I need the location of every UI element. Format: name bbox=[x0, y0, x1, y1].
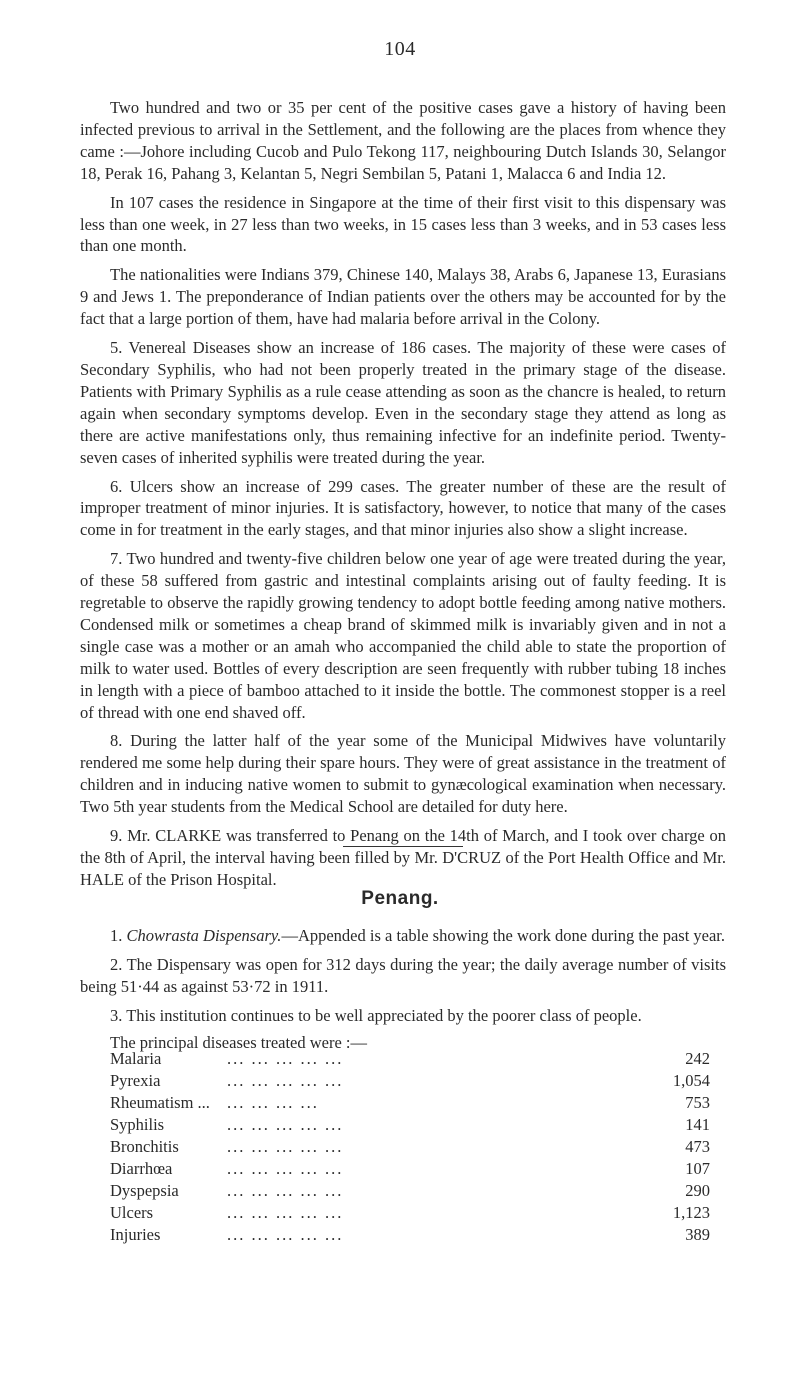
paragraph-ulcers: 6. Ulcers show an increase of 299 cases. The greater number of these are the result of improper treatment of minor injuries. It is satisfactory, however, to notice that many of the cases come in for treatment in the early stages, and that minor injuries also show a slight increase. bbox=[80, 476, 726, 540]
paragraph-residence: In 107 cases the residence in Singapore at the time of their first visit to this dispensary was less than one week, in 27 less than two weeks, in 15 cases less than 3 weeks, and in 53 cases less than one month. bbox=[80, 192, 726, 256]
paragraph-penang-1-rest: —Appended is a table showing the work done during the past year. bbox=[281, 926, 726, 945]
section-divider bbox=[343, 846, 463, 847]
paragraph-penang-1 bbox=[80, 925, 726, 947]
disease-count: 753 bbox=[685, 1093, 710, 1112]
table-row bbox=[110, 1180, 710, 1202]
diseases-intro: The principal diseases treated were :— bbox=[110, 1032, 368, 1052]
paragraph-venereal: 5. Venereal Diseases show an increase of 186 cases. The majority of these were cases of Secondary Syphilis, who had not been properly treated in the primary stage of the disease. Patients with Primary Syphilis as a rule cease attending as soon as the chancre is healed, to return again when secondary symptoms develop. Even in the secondary stage they attend as long as there are active manifestations only, thus remaining infective for an indefinite period. Twenty-seven cases of inherited syphilis were treated during the year. bbox=[80, 338, 726, 467]
leader-dots: ... ... ... ... ... bbox=[227, 1203, 344, 1222]
table-row bbox=[110, 1158, 710, 1180]
disease-name: Injuries bbox=[110, 1225, 161, 1244]
disease-name: Dyspepsia bbox=[110, 1181, 179, 1200]
paragraph-children: 7. Two hundred and twenty-five children below one year of age were treated during the year, of these 58 suffered from gastric and intestinal complaints arising out of faulty feeding. It is regretable to observe the rapidly growing tendency to adopt bottle feeding among native mothers. Condensed milk or sometimes a cheap brand of skimmed milk is invariably given and in not a single case was a mother or an amah who accompanied the child able to state the proportion of milk to water used. Bottles of every description are seen frequently with rubber tubing 18 inches in length with a piece of bamboo attached to it inside the bottle. The commonest stopper is a reel of thread with one end shaved off. bbox=[80, 549, 726, 722]
disease-name: Rheumatism ... bbox=[110, 1093, 210, 1112]
table-row bbox=[110, 1048, 710, 1070]
leader-dots: ... ... ... ... ... bbox=[227, 1071, 344, 1090]
disease-count: 141 bbox=[685, 1115, 710, 1134]
disease-count: 1,123 bbox=[672, 1203, 710, 1222]
disease-count: 242 bbox=[685, 1049, 710, 1068]
page-number: 104 bbox=[384, 38, 416, 60]
paragraph-penang-3: 3. This institution continues to be well appreciated by the poorer class of people. bbox=[110, 1005, 642, 1025]
diseases-table bbox=[110, 1048, 710, 1246]
disease-count: 107 bbox=[685, 1159, 710, 1178]
disease-name: Diarrhœa bbox=[110, 1159, 173, 1178]
disease-count: 473 bbox=[685, 1137, 710, 1156]
disease-count: 290 bbox=[685, 1181, 710, 1200]
disease-name: Syphilis bbox=[110, 1115, 165, 1134]
disease-name: Malaria bbox=[110, 1049, 162, 1068]
paragraph-staff: 9. Mr. CLARKE was transferred to Penang on the 14th of March, and I took over charge on the 8th of April, the interval having been filled by Mr. D'CRUZ of the Port Health Office and Mr. HALE of the Prison Hospital. bbox=[80, 826, 726, 889]
table-row bbox=[110, 1092, 710, 1114]
leader-dots: ... ... ... ... ... bbox=[227, 1137, 344, 1156]
disease-name: Bronchitis bbox=[110, 1137, 179, 1156]
leader-dots: ... ... ... ... ... bbox=[227, 1159, 344, 1178]
leader-dots: ... ... ... ... ... bbox=[227, 1115, 344, 1134]
body-text bbox=[80, 97, 726, 891]
table-row bbox=[110, 1202, 710, 1224]
table-row bbox=[110, 1114, 710, 1136]
disease-count: 389 bbox=[685, 1225, 710, 1244]
disease-name: Ulcers bbox=[110, 1203, 154, 1222]
paragraph-penang-2: 2. The Dispensary was open for 312 days during the year; the daily average number of visits being 51·44 as against 53·72 in 1911. bbox=[80, 954, 726, 996]
table-row bbox=[110, 1224, 710, 1246]
leader-dots: ... ... ... ... ... bbox=[227, 1181, 344, 1200]
paragraph-number: 1. bbox=[110, 926, 123, 945]
leader-dots: ... ... ... ... ... bbox=[227, 1225, 344, 1244]
leader-dots: ... ... ... ... ... bbox=[227, 1049, 344, 1068]
leader-dots: ... ... ... ... bbox=[227, 1093, 319, 1112]
disease-count: 1,054 bbox=[672, 1071, 710, 1090]
paragraph-midwives: 8. During the latter half of the year some of the Municipal Midwives have voluntarily rendered me some help during their spare hours. They were of great assistance in the treatment of children and in inducing native women to submit to gynæcological examination when necessary. Two 5th year students from the Medical School are detailed for duty here. bbox=[80, 731, 726, 817]
penang-text bbox=[80, 925, 726, 1054]
paragraph-infection-origin: Two hundred and two or 35 per cent of the positive cases gave a history of having been infected previous to arrival in the Settlement, and the following are the places from whence they came :—Johore including Cucob and Pulo Tekong 117, neighbouring Dutch Islands 30, Selangor 18, Perak 16, Pahang 3, Kelantan 5, Negri Sembilan 5, Patani 1, Malacca 6 and India 12. bbox=[80, 98, 726, 183]
table-row bbox=[110, 1070, 710, 1092]
disease-name: Pyrexia bbox=[110, 1071, 161, 1090]
section-heading-penang: Penang. bbox=[361, 888, 439, 909]
dispensary-name: Chowrasta Dispensary. bbox=[126, 926, 282, 945]
table-row bbox=[110, 1136, 710, 1158]
paragraph-nationalities: The nationalities were Indians 379, Chinese 140, Malays 38, Arabs 6, Japanese 13, Eurasians 9 and Jews 1. The preponderance of Indian patients over the others may be accounted for by the fact that a large portion of them, have had malaria before arrival in the Colony. bbox=[80, 265, 726, 329]
